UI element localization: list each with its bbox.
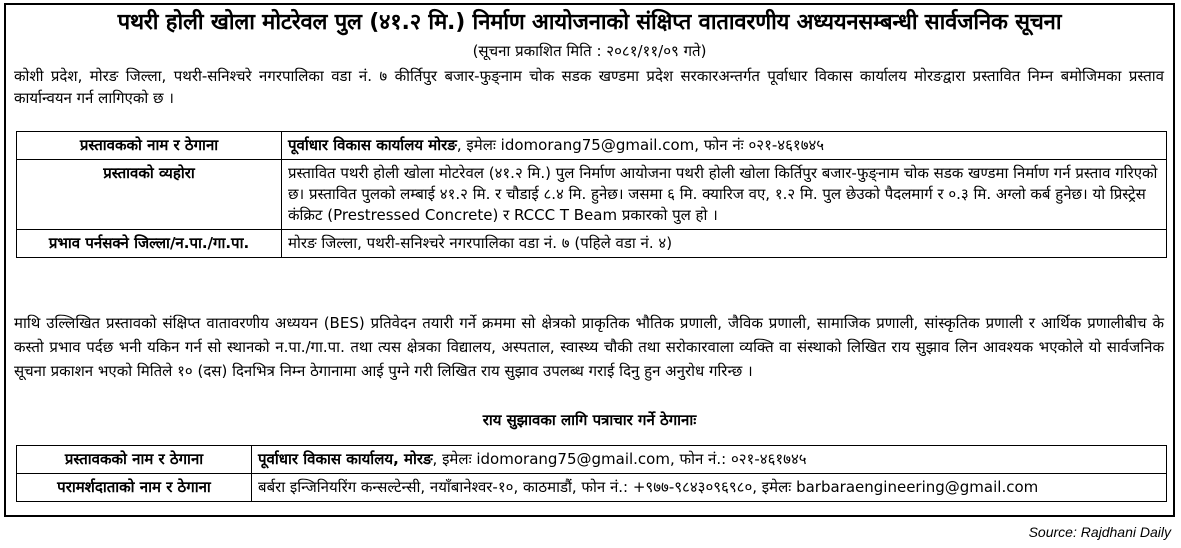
affected-area-label: प्रभाव पर्नसक्ने जिल्ला/न.पा./गा.पा. [17,230,282,258]
description-value: प्रस्तावित पथरी होली खोला मोटरेवल (४१.२ मि.) पुल निर्माण आयोजना पथरी होली खोला किर्तिपुर बजार-फुङ्नाम चोक सडक खण्डमा निर्माण गर्न प्रस्ताव गरिएको छ। प्रस्तावित पुलको लम्बाई ४१.२ मि. र चौडाई ८.४ मि. हुनेछ। जसमा ६ मि. क्यारिज वए, १.२ मि. पुल छेउको पैदलमार्ग र ०.३ मि. अग्लो कर्ब हुनेछ। यो प्रिस्ट्रेस कंक्रिट (Prestressed Concrete) र RCCC T Beam प्रकारको पुल हो । [282,160,1167,230]
table-row [17,160,1167,230]
contact-table [16,445,1167,502]
notice-title: पथरी होली खोला मोटरेवल पुल (४१.२ मि.) निर्माण आयोजनाको संक्षिप्त वातावरणीय अध्ययनसम्बन्धी सार्वजनिक सूचना [117,10,1062,35]
table-row [17,446,1167,474]
table-row [17,474,1167,502]
description-label: प्रस्तावको व्यहोरा [17,160,282,230]
proponent-label: प्रस्तावकको नाम र ठेगाना [17,132,282,160]
proponent-value [282,132,1167,160]
contact-proponent-contact: , इमेलः idomorang75@gmail.com, फोन नं.: ०२१-४६१७४५ [432,450,807,468]
published-date: (सूचना प्रकाशित मिति : २०८१/११/०९ गते) [472,42,707,60]
contact-heading: राय सुझावका लागि पत्राचार गर्ने ठेगानाः [482,411,697,429]
consultant-label: परामर्शदाताको नाम र ठेगाना [17,474,252,502]
proponent-name: पूर्वाधार विकास कार्यालय मोरङ [288,136,457,154]
body-paragraph: माथि उल्लिखित प्रस्तावको संक्षिप्त वातावरणीय अध्ययन (BES) प्रतिवेदन तयारी गर्ने क्रममा सो क्षेत्रको प्राकृतिक भौतिक प्रणाली, जैविक प्रणाली, सामाजिक प्रणाली, सांस्कृतिक प्रणाली र आर्थिक प्रणालीबीच के कस्तो प्रभाव पर्दछ भनी यकिन गर्न सो स्थानको न.पा./गा.पा. तथा त्यस क्षेत्रका विद्यालय, अस्पताल, स्वास्थ्य चौकी तथा सरोकारवाला व्यक्ति वा संस्थाको लिखित राय सुझाव लिन आवश्यक भएकोले यो सार्वजनिक सूचना प्रकाशन भएको मितिले १० (दस) दिनभित्र निम्न ठेगानामा आई पुग्ने गरी लिखित राय सुझाव उपलब्ध गराई दिनु हुन अनुरोध गरिन्छ । [14,314,1164,380]
proposal-info-table [16,131,1167,258]
intro-paragraph: कोशी प्रदेश, मोरङ जिल्ला, पथरी-सनिश्चरे नगरपालिका वडा नं. ७ कीर्तिपुर बजार-फुङ्नाम चोक सडक खण्डमा प्रदेश सरकारअन्तर्गत पूर्वाधार विकास कार्यालय मोरङद्वारा प्रस्तावित निम्न बमोजिमका प्रस्ताव कार्यान्वयन गर्न लागिएको छ । [14,67,1164,107]
consultant-value: बर्बरा इन्जिनियरिंग कन्सल्टेन्सी, नयाँबानेश्वर-१०, काठमाडौं, फोन नं.: +९७७-९८४३०९६९८०, इमेलः barbaraengineering@gmail.com [252,474,1167,502]
contact-proponent-label: प्रस्तावकको नाम र ठेगाना [17,446,252,474]
contact-proponent-name: पूर्वाधार विकास कार्यालय, मोरङ [258,450,433,468]
table-row [17,132,1167,160]
source-credit: Source: Rajdhani Daily [1028,524,1171,540]
table-row [17,230,1167,258]
proponent-contact: , इमेलः idomorang75@gmail.com, फोन नंः ०२१-४६१७४५ [456,136,825,154]
affected-area-value: मोरङ जिल्ला, पथरी-सनिश्चरे नगरपालिका वडा नं. ७ (पहिले वडा नं. ४) [282,230,1167,258]
public-notice [4,3,1175,517]
contact-proponent-value [252,446,1167,474]
